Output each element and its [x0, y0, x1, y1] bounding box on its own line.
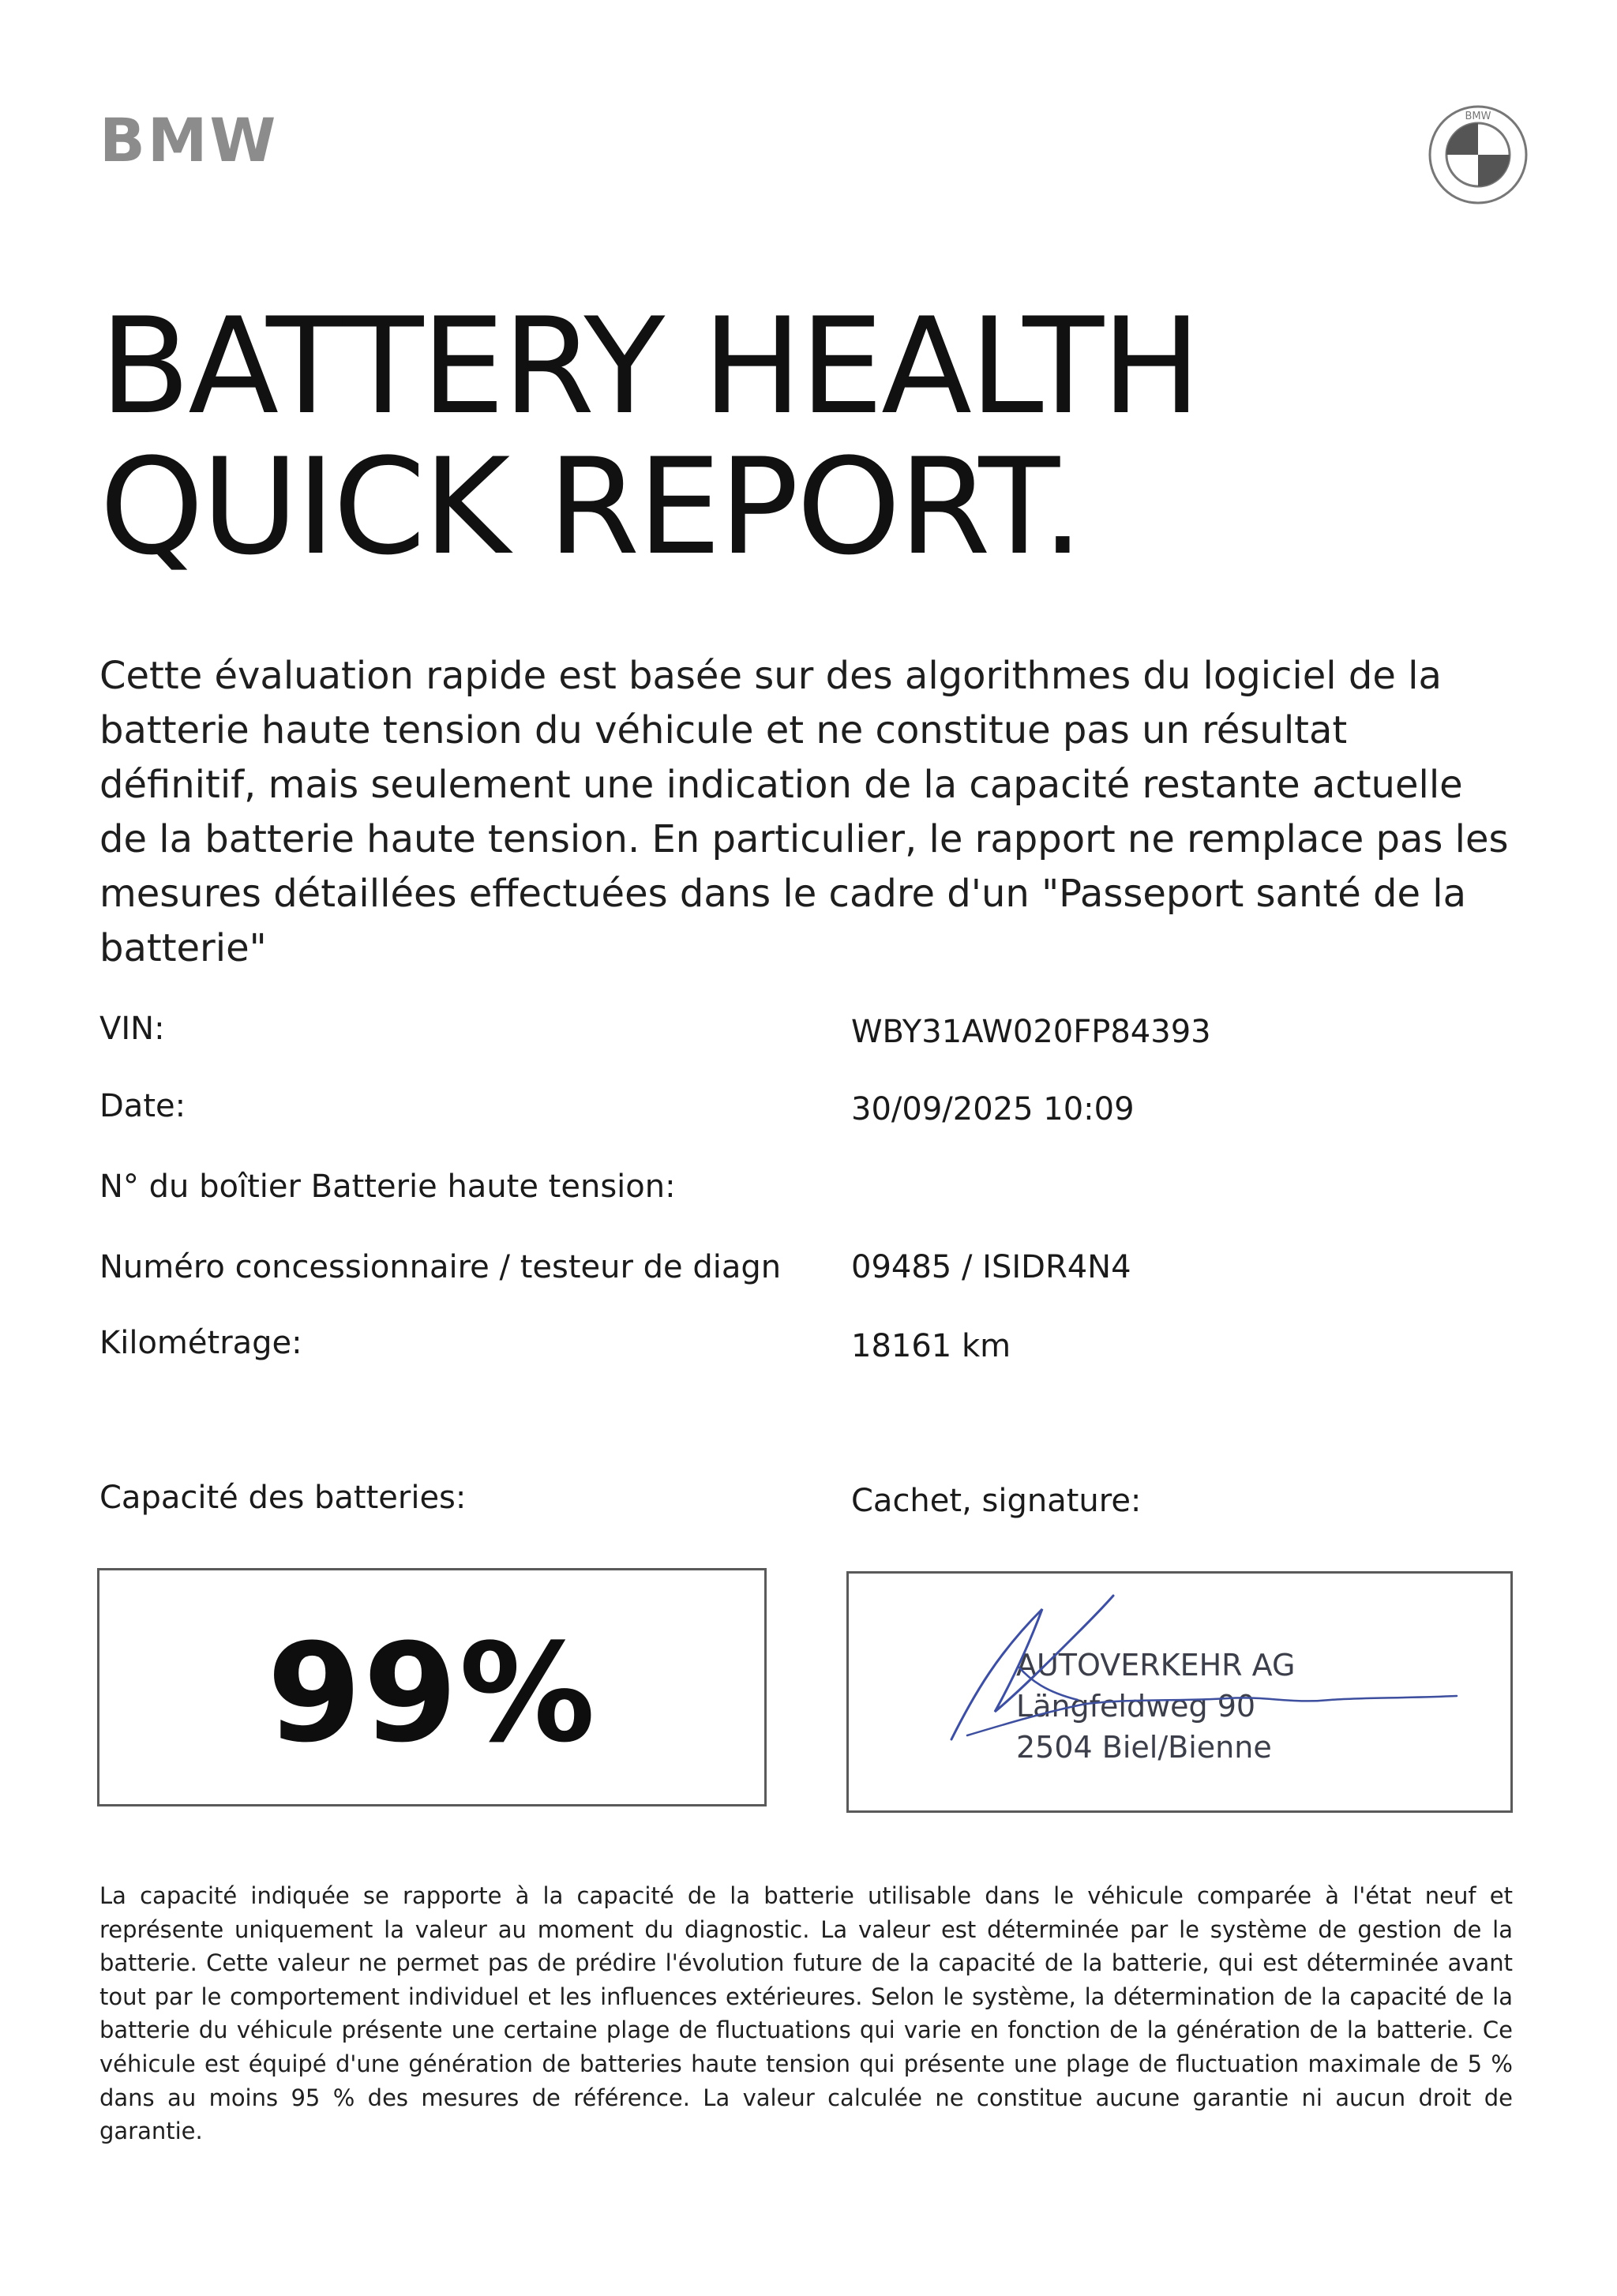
stamp-line-3: 2504 Biel/Bienne	[1016, 1730, 1272, 1765]
battery-capacity-box	[97, 1568, 767, 1806]
title-line-2: QUICK REPORT.	[99, 430, 1082, 584]
dealer-tester-label: Numéro concessionnaire / testeur de diagn	[99, 1249, 782, 1285]
vin-label: VIN:	[99, 1011, 165, 1047]
handwritten-signature	[849, 1574, 1515, 1815]
intro-paragraph: Cette évaluation rapide est basée sur des algorithmes du logiciel de la batterie haute tension du véhicule et ne constitue pas un résultat définitif, mais seulement une indication de la capacité restante actuelle de la batterie haute tension. En particulier, le rapport ne remplace pas les mesures détaillées effectuées dans le cadre d'un "Passeport santé de la batterie"	[99, 654, 1509, 970]
mileage-value: 18161 km	[851, 1328, 1011, 1364]
report-title	[99, 289, 1199, 584]
disclaimer-text: La capacité indiquée se rapporte à la capacité de la batterie utilisable dans le véhicule comparée à l'état neuf et représente uniquement la valeur au moment du diagnostic. La valeur est déterminée par le système de gestion de la batterie. Cette valeur ne permet pas de prédire l'évolution future de la capacité de la batterie, qui est déterminée avant tout par le comportement individuel et les influences extérieures. Selon le système, la détermination de la capacité de la batterie du véhicule présente une certaine plage de fluctuations qui varie en fonction de la génération de la batterie. Ce véhicule est équipé d'une génération de batteries haute tension qui présente une plage de fluctuation maximale de 5 % dans au moins 95 % des mesures de référence. La valeur calculée ne constitue aucune garantie ni aucun droit de garantie.	[99, 1882, 1513, 2145]
roundel-lettering: BMW	[1465, 111, 1491, 122]
date-value: 30/09/2025 10:09	[851, 1091, 1135, 1127]
stamp-line-1: AUTOVERKEHR AG	[1016, 1648, 1296, 1683]
date-label: Date:	[99, 1088, 186, 1124]
stamp-signature-box	[846, 1571, 1513, 1813]
battery-box-number-label: N° du boîtier Batterie haute tension:	[99, 1169, 676, 1205]
mileage-label: Kilométrage:	[99, 1325, 302, 1361]
stamp-signature-label: Cachet, signature:	[851, 1483, 1142, 1519]
vin-value: WBY31AW020FP84393	[851, 1014, 1211, 1050]
brand-wordmark: BMW	[99, 105, 279, 175]
battery-capacity-label: Capacité des batteries:	[99, 1480, 467, 1516]
title-line-1: BATTERY HEALTH	[99, 289, 1199, 444]
dealer-tester-value: 09485 / ISIDR4N4	[851, 1249, 1131, 1285]
bmw-roundel-icon	[1428, 104, 1529, 205]
stamp-line-2: Längfeldweg 90	[1016, 1689, 1256, 1724]
battery-capacity-value: 99%	[267, 1614, 597, 1773]
